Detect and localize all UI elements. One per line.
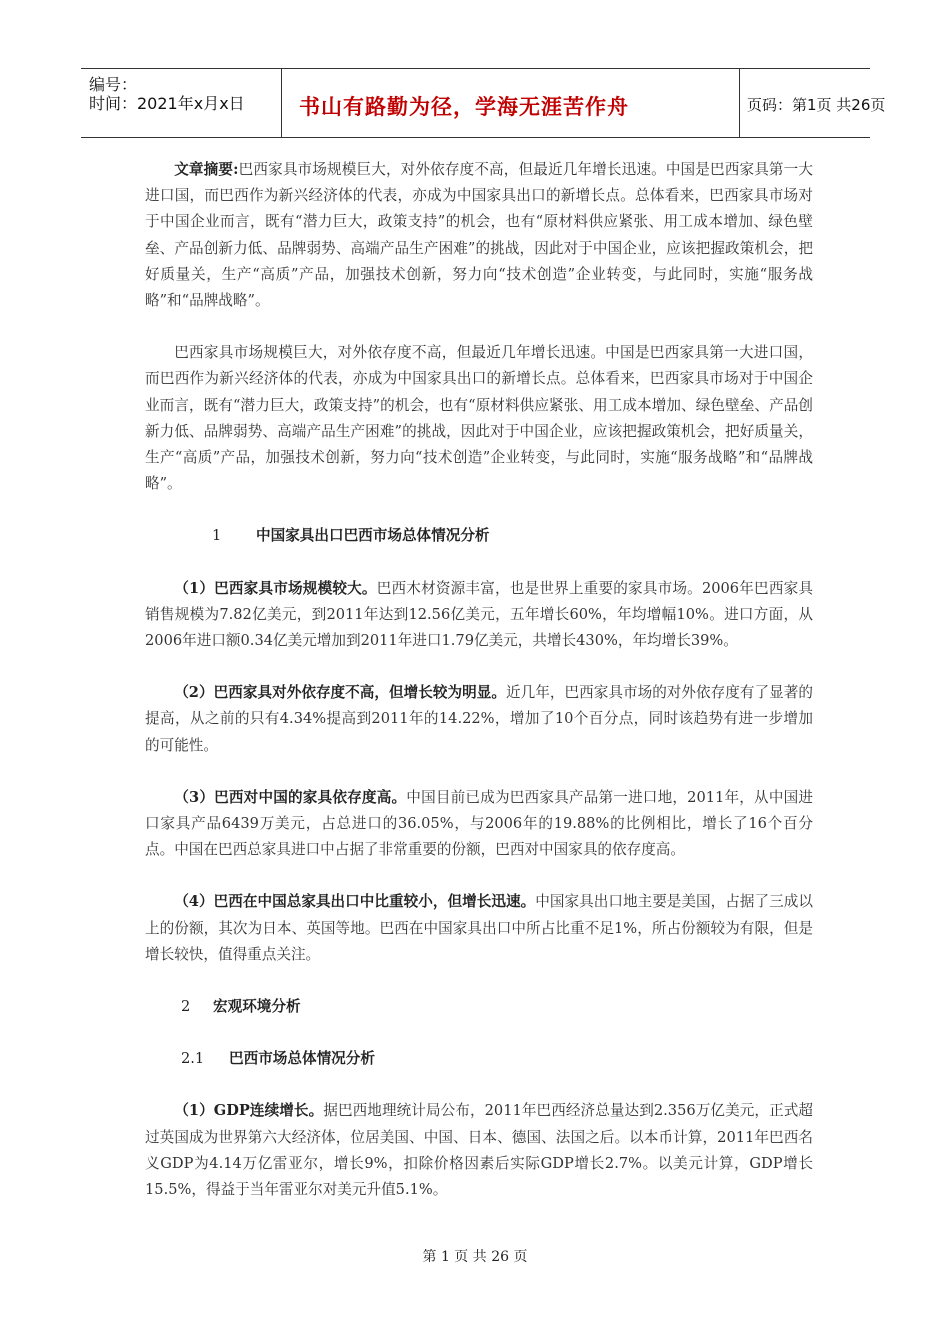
section-2-number: 2 — [181, 998, 191, 1016]
date-label: 时间：2021年x月x日 — [89, 94, 245, 113]
section-2-1-number: 2.1 — [181, 1050, 205, 1068]
section-2-1-title: 巴西市场总体情况分析 — [229, 1050, 375, 1068]
item-4-text: 中国家具出口地主要是美国，占据了三成以上的份额，其次为日本、英国等地。巴西在中国家具出口中所占比重不足1%，所占份额较为有限，但是增长较快，值得重点关注。 — [145, 893, 813, 963]
item-3-text: 中国目前已成为巴西家具产品第一进口地，2011年，从中国进口家具产品6439万美元，占总进口的36.05%，与2006年的19.88%的比例相比，增长了16个百分点。中国在巴西总家具进口中占据了非常重要的份额，巴西对中国家具的依存度高。 — [145, 788, 813, 859]
document-body — [145, 157, 813, 1203]
intro-paragraph: 巴西家具市场规模巨大，对外依存度不高，但最近几年增长迅速。中国是巴西家具第一大进口国，而巴西作为新兴经济体的代表，亦成为中国家具出口的新增长点。总体看来，巴西家具市场对于中国企业而言，既有“潜力巨大，政策支持”的机会，也有“原材料供应紧张、用工成本增加、绿色壁垒、产品创新力低、品牌弱势、高端产品生产困难”的挑战，因此对于中国企业，应该把握政策机会，把好质量关，生产“高质”产品，加强技术创新，努力向“技术创造”企业转变，与此同时，实施“服务战略”和“品牌战略”。 — [145, 344, 813, 493]
section-1-number: 1 — [212, 527, 222, 545]
item-2-text: 近几年，巴西家具市场的对外依存度有了显著的提高，从之前的只有4.34%提高到2011年的14.22%，增加了10个百分点，同时该趋势有进一步增加的可能性。 — [145, 684, 813, 754]
section-2-title: 宏观环境分析 — [213, 998, 301, 1016]
abstract-paragraph — [145, 157, 813, 314]
section-1-item-1 — [145, 576, 813, 655]
page-info: 页码：第1页 共26页 — [747, 96, 886, 114]
item-1-text: 巴西木材资源丰富，也是世界上重要的家具市场。2006年巴西家具销售规模为7.82亿美元，到2011年达到12.56亿美元，五年增长60%，年均增幅10%。进口方面，从2006年进口额0.34亿美元增加到2011年进口1.79亿美元，共增长430%，年均增长39%。 — [145, 579, 813, 650]
item-3-lead: （3）巴西对中国的家具依存度高。 — [174, 788, 407, 806]
page-footer: 第 1 页 共 26 页 — [422, 1249, 528, 1265]
header-page-cell — [739, 69, 886, 137]
section-2-heading — [145, 994, 813, 1020]
header-table — [81, 68, 886, 138]
abstract-text: 巴西家具市场规模巨大，对外依存度不高，但最近几年增长迅速。中国是巴西家具第一大进口国，而巴西作为新兴经济体的代表，亦成为中国家具出口的新增长点。总体看来，巴西家具市场对于中国企业而言，既有“潜力巨大，政策支持”的机会，也有“原材料供应紧张、用工成本增加、绿色壁垒、产品创新力低、品牌弱势、高端产品生产困难”的挑战，因此对于中国企业，应该把握政策机会，把好质量关，生产“高质”产品，加强技术创新，努力向“技术创造”企业转变，与此同时，实施“服务战略”和“品牌战略”。 — [145, 161, 813, 310]
item-1-lead: （1）巴西家具市场规模较大。 — [174, 579, 377, 597]
section-2-1-heading — [145, 1046, 813, 1072]
serial-label: 编号： — [89, 75, 138, 94]
header-motto-cell — [281, 69, 740, 137]
section-1-item-2 — [145, 680, 813, 759]
motto: 书山有路勤为径，学海无涯苦作舟 — [299, 95, 629, 119]
gdp-text: 据巴西地理统计局公布，2011年巴西经济总量达到2.356万亿美元，正式超过英国成为世界第六大经济体，位居美国、中国、日本、德国、法国之后。以本币计算，2011年巴西名义GDP为4.14万亿雷亚尔，增长9%，扣除价格因素后实际GDP增长2.7%。以美元计算，GDP增长15.5%，得益于当年雷亚尔对美元升值5.1%。 — [145, 1102, 814, 1199]
section-1-heading — [145, 523, 813, 549]
section-1-title: 中国家具出口巴西市场总体情况分析 — [256, 527, 490, 545]
item-4-lead: （4）巴西在中国总家具出口中比重较小，但增长迅速。 — [174, 893, 536, 911]
item-2-lead: （2）巴西家具对外依存度不高，但增长较为明显。 — [174, 684, 506, 702]
header-meta-cell — [81, 69, 282, 137]
abstract-label: 文章摘要: — [174, 161, 239, 178]
gdp-lead: （1）GDP连续增长。 — [174, 1102, 324, 1120]
gdp-paragraph — [145, 1098, 813, 1203]
section-1-item-4 — [145, 889, 813, 968]
section-1-item-3 — [145, 785, 813, 864]
